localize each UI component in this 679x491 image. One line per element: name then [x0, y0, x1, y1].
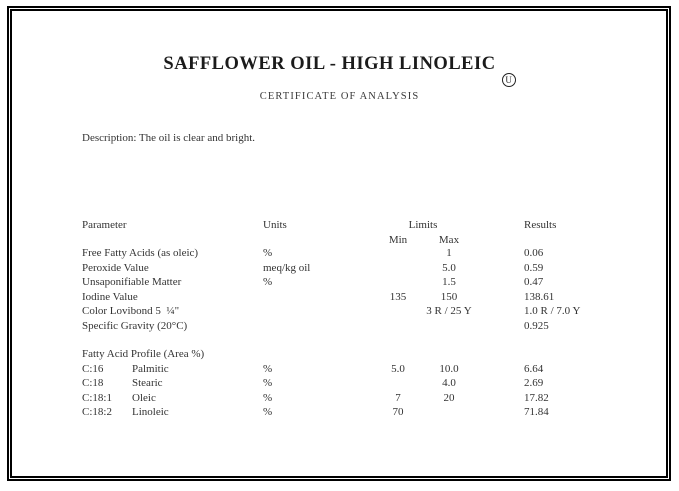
cell-min: 7	[395, 391, 401, 404]
cell-parameter: C:18:1	[82, 391, 112, 404]
cell-max: 1	[446, 247, 452, 259]
cell-results: 2.69	[524, 377, 544, 389]
cell-parameter: C:16	[82, 362, 104, 375]
section-title-fatty-acid-profile: Fatty Acid Profile (Area %)	[82, 348, 205, 360]
cell-subname: Oleic	[132, 391, 156, 404]
cell-parameter: Peroxide Value	[82, 261, 149, 274]
page-title: SAFFLOWER OIL - HIGH LINOLEIC	[163, 54, 496, 74]
cell-units: %	[263, 362, 273, 375]
cell-parameter: Specific Gravity (20°C)	[82, 319, 188, 332]
table-row	[0, 261, 679, 276]
cell-parameter: Free Fatty Acids (as oleic)	[82, 247, 199, 259]
cell-max: 5.0	[442, 261, 456, 274]
cell-units: meq/kg oil	[263, 261, 311, 274]
kosher-symbol-letter: U	[505, 75, 512, 85]
cell-parameter: Color Lovibond 5 ¼"	[82, 305, 180, 317]
cell-subname: Linoleic	[132, 406, 169, 418]
table-profile-rows	[0, 362, 679, 420]
table-main-rows	[0, 246, 679, 333]
cell-subname: Stearic	[132, 377, 163, 389]
cell-units: %	[263, 406, 273, 418]
column-header-max: Max	[438, 233, 460, 246]
column-header-limits: Limits	[408, 219, 438, 231]
cell-results: 138.61	[524, 290, 555, 303]
cell-max: 4.0	[442, 377, 456, 389]
cell-results: 71.84	[524, 406, 549, 418]
cell-units: %	[263, 247, 273, 259]
table-subheader-row	[0, 233, 679, 248]
title-line	[0, 54, 679, 85]
column-header-min: Min	[388, 233, 408, 246]
cell-results: 1.0 R / 7.0 Y	[524, 305, 581, 317]
cell-parameter: Unsaponifiable Matter	[82, 276, 182, 288]
cell-units: %	[263, 377, 273, 389]
cell-parameter: C:18:2	[82, 406, 112, 418]
column-header-parameter: Parameter	[82, 219, 127, 231]
cell-units: %	[263, 391, 273, 404]
table-row	[0, 319, 679, 334]
cell-results: 0.59	[524, 261, 544, 274]
table-row	[0, 405, 679, 420]
cell-max: 20	[443, 391, 455, 404]
cell-results: 0.47	[524, 276, 544, 288]
table-row	[0, 376, 679, 391]
table-header-row	[0, 218, 679, 233]
cell-results: 0.925	[524, 319, 549, 332]
table-row	[0, 290, 679, 305]
cell-max: 10.0	[439, 362, 459, 375]
cell-min: 70	[392, 406, 404, 418]
cell-max: 150	[440, 290, 458, 303]
table-row	[0, 391, 679, 406]
cell-subname: Palmitic	[132, 362, 169, 375]
cell-max: 1.5	[442, 276, 456, 288]
kosher-ou-icon	[502, 73, 516, 87]
table-row	[0, 275, 679, 290]
column-header-results: Results	[524, 219, 557, 231]
cell-results: 0.06	[524, 247, 544, 259]
cell-results: 6.64	[524, 362, 544, 375]
table-row	[0, 362, 679, 377]
cell-max: 3 R / 25 Y	[426, 305, 472, 317]
cell-units: %	[263, 276, 273, 288]
cell-parameter: Iodine Value	[82, 290, 138, 303]
cell-parameter: C:18	[82, 377, 104, 389]
cell-min: 5.0	[391, 362, 405, 375]
description-line: Description: The oil is clear and bright.	[82, 132, 256, 144]
table-row	[0, 246, 679, 261]
table-row	[0, 304, 679, 319]
cell-results: 17.82	[524, 391, 549, 404]
document-subtitle: CERTIFICATE OF ANALYSIS	[259, 91, 420, 102]
cell-min: 135	[389, 290, 407, 303]
column-header-units: Units	[263, 219, 287, 231]
